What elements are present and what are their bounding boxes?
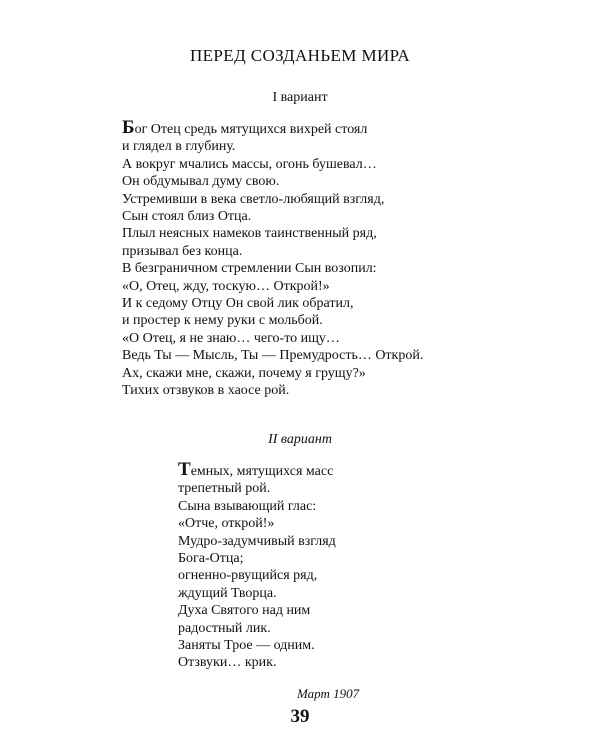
variant-1-text — [122, 117, 424, 400]
poem-line: ждущий Творца. — [178, 585, 277, 601]
poem-line: А вокруг мчались массы, огонь бушевал… — [122, 156, 377, 172]
poem-line: призывал без конца. — [122, 243, 243, 259]
poem-title: ПЕРЕД СОЗДАНЬЕМ МИРА — [189, 46, 411, 65]
poem-line: «О, Отец, жду, тоскую… Открой!» — [122, 278, 330, 294]
poem-line: Духа Святого над ним — [178, 603, 311, 619]
poem-line: «Отче, открой!» — [178, 516, 275, 532]
poem-line — [178, 459, 336, 480]
poem-line: огненно-рвущийся ряд, — [178, 568, 318, 584]
poem-line: радостный лик. — [178, 620, 271, 636]
variant-2-text — [178, 459, 336, 672]
drop-cap: Т — [178, 459, 191, 480]
poem-line: и простер к нему руки с мольбой. — [122, 313, 323, 329]
poem-date: Март 1907 — [297, 686, 360, 701]
first-line-text: ог Отец средь мятущихся вихрей стоял — [134, 122, 368, 137]
poem-line: Он обдумывал думу свою. — [122, 174, 280, 190]
poem-line: Плыл неясных намеков таинственный ряд, — [122, 226, 377, 242]
poem-line: Отзвуки… крик. — [178, 655, 277, 671]
poem-line: «О Отец, я не знаю… чего-то ищу… — [122, 330, 340, 346]
poem-line: Устремивши в века светло-любящий взгляд, — [122, 191, 385, 207]
poem-line: Ведь Ты — Мысль, Ты — Премудрость… Открой. — [122, 348, 424, 364]
poem-line: Тихих отзвуков в хаосе рой. — [122, 383, 290, 399]
variant-1-heading: I вариант — [272, 90, 328, 105]
poem-line: Бога-Отца; — [178, 551, 244, 567]
poem-line: Мудро-задумчивый взгляд — [178, 533, 336, 549]
poem-line: и глядел в глубину. — [122, 139, 236, 155]
poem-line: Сына взывающий глас: — [178, 498, 317, 514]
poem-line — [122, 117, 423, 138]
poem-line: Заняты Трое — одним. — [178, 638, 315, 654]
drop-cap: Б — [122, 117, 135, 138]
poem-line: Ах, скажи мне, скажи, почему я грущу?» — [122, 365, 366, 381]
page-number: 39 — [290, 706, 310, 727]
poem-line: Сын стоял близ Отца. — [122, 209, 252, 225]
poem-line: В безграничном стремлении Сын возопил: — [122, 261, 377, 277]
first-line-text: емных, мятущихся масс — [190, 464, 334, 479]
poem-line: трепетный рой. — [178, 481, 271, 497]
variant-2-heading: II вариант — [268, 432, 332, 447]
poem-line: И к седому Отцу Он свой лик обратил, — [122, 296, 354, 312]
